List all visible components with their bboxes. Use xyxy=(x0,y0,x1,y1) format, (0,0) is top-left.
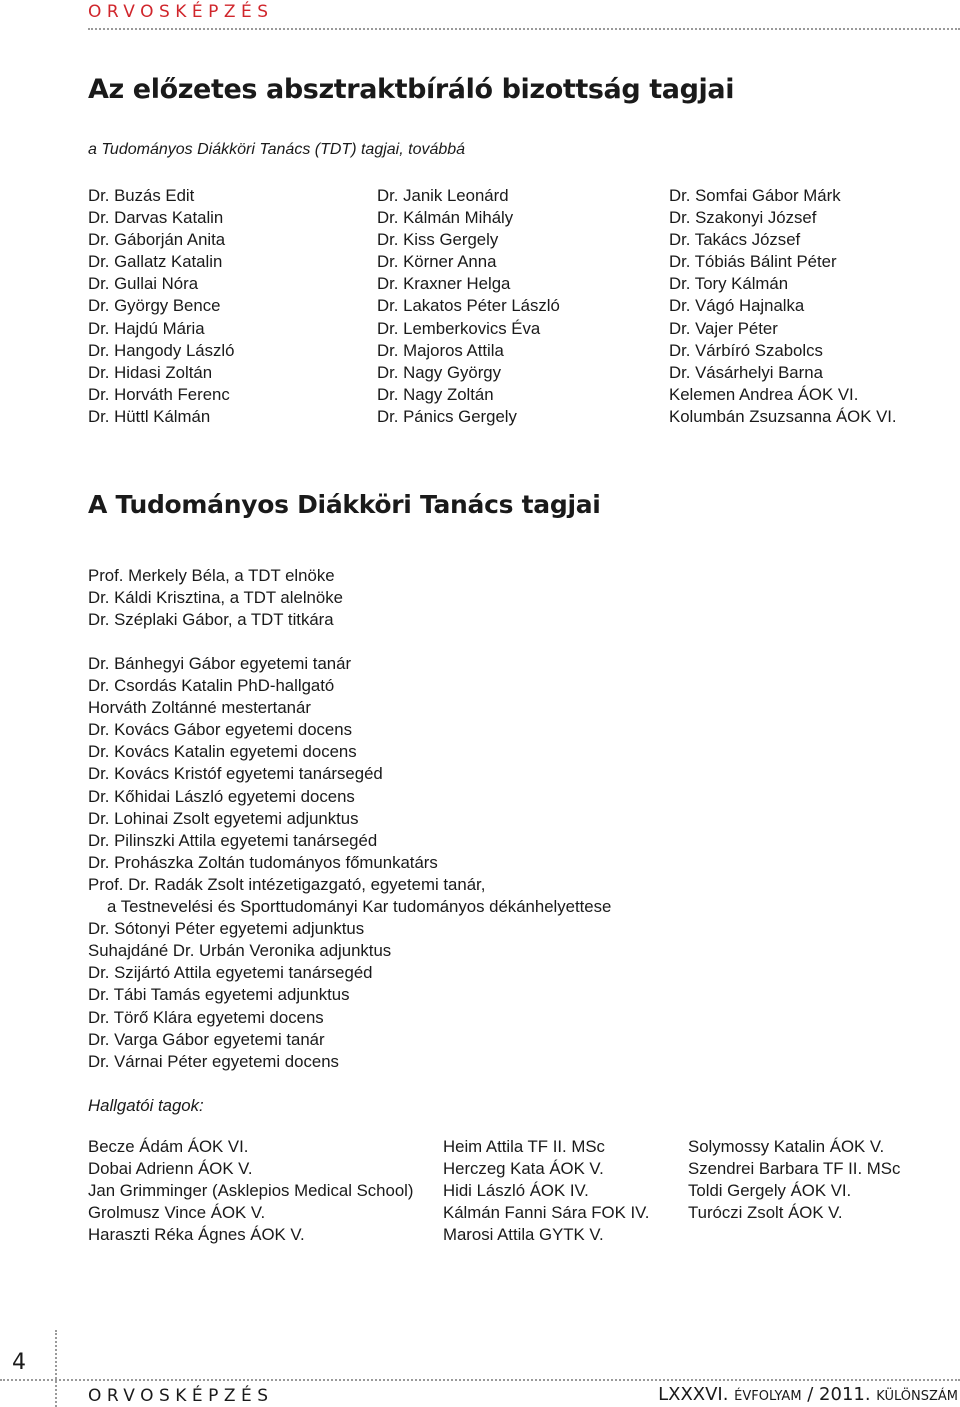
member-item: Dr. Kőhidai László egyetemi docens xyxy=(88,786,355,806)
student-item: Haraszti Réka Ágnes ÁOK V. xyxy=(88,1225,305,1245)
officer-item: Dr. Káldi Krisztina, a TDT alelnöke xyxy=(88,588,343,608)
committee-member: Dr. Janik Leonárd xyxy=(377,186,509,205)
member-item: Dr. Tábi Tamás egyetemi adjunktus xyxy=(88,985,350,1005)
member-item: Dr. Kovács Katalin egyetemi docens xyxy=(88,742,357,762)
header-divider xyxy=(88,28,960,30)
committee-column-2 xyxy=(377,185,560,428)
member-item: Dr. Bánhegyi Gábor egyetemi tanár xyxy=(88,654,352,673)
student-item: Szendrei Barbara TF II. MSc xyxy=(688,1159,901,1179)
member-item: Dr. Várnai Péter egyetemi docens xyxy=(88,1051,339,1071)
member-item: Dr. Törő Klára egyetemi docens xyxy=(88,1007,324,1027)
committee-member: Dr. Lemberkovics Éva xyxy=(377,318,541,338)
section-title-abstract-committee: Az előzetes absztraktbíráló bizottság tagjai xyxy=(88,74,735,105)
student-item: Hidi László ÁOK IV. xyxy=(443,1181,589,1201)
committee-member: Dr. Vágó Hajnalka xyxy=(669,296,805,316)
committee-member: Kolumbán Zsuzsanna ÁOK VI. xyxy=(669,406,897,426)
committee-member: Dr. Várbíró Szabolcs xyxy=(669,340,823,360)
member-item: Dr. Szijártó Attila egyetemi tanársegéd xyxy=(88,963,373,983)
committee-member: Dr. Horváth Ferenc xyxy=(88,384,230,404)
committee-member: Dr. Hangody László xyxy=(88,340,235,360)
committee-member: Dr. Majoros Attila xyxy=(377,340,504,360)
journal-header-brand: ORVOSKÉPZÉS xyxy=(88,2,274,22)
member-item: Dr. Sótonyi Péter egyetemi adjunktus xyxy=(88,919,365,939)
footer-vertical-divider xyxy=(55,1330,57,1407)
committee-member: Dr. Nagy Zoltán xyxy=(377,384,494,404)
committee-member: Kelemen Andrea ÁOK VI. xyxy=(669,384,859,404)
student-members-label: Hallgatói tagok: xyxy=(88,1096,204,1115)
student-item: Heim Attila TF II. MSc xyxy=(443,1137,605,1156)
member-item-continuation: a Testnevelési és Sporttudományi Kar tudományos dékánhelyettese xyxy=(107,897,612,917)
tdt-members-list xyxy=(88,653,611,1073)
committee-member: Dr. Vásárhelyi Barna xyxy=(669,362,823,382)
member-item: Suhajdáné Dr. Urbán Veronika adjunktus xyxy=(88,941,392,961)
committee-member: Dr. Kiss Gergely xyxy=(377,230,499,250)
section-subtitle: a Tudományos Diákköri Tanács (TDT) tagjai, továbbá xyxy=(88,141,466,158)
member-item: Dr. Kovács Gábor egyetemi docens xyxy=(88,720,352,740)
member-item: Horváth Zoltánné mestertanár xyxy=(88,698,311,718)
committee-member: Dr. Takács József xyxy=(669,230,801,250)
student-item: Grolmusz Vince ÁOK V. xyxy=(88,1203,266,1223)
committee-member: Dr. Tory Kálmán xyxy=(669,274,789,294)
issue-label: LXXXVI. évfolyam / 2011. különszám xyxy=(658,1384,958,1405)
journal-footer-brand: ORVOSKÉPZÉS xyxy=(88,1386,274,1406)
student-item: Toldi Gergely ÁOK VI. xyxy=(688,1181,852,1201)
student-item: Dobai Adrienn ÁOK V. xyxy=(88,1159,253,1179)
student-item: Herczeg Kata ÁOK V. xyxy=(443,1159,604,1179)
committee-member: Dr. Kraxner Helga xyxy=(377,274,511,294)
committee-member: Dr. Gallatz Katalin xyxy=(88,252,223,272)
officer-item: Prof. Merkely Béla, a TDT elnöke xyxy=(88,566,335,585)
committee-member: Dr. Lakatos Péter László xyxy=(377,296,560,316)
student-item: Jan Grimminger (Asklepios Medical School) xyxy=(88,1181,414,1201)
student-item: Becze Ádám ÁOK VI. xyxy=(88,1137,249,1156)
student-item: Turóczi Zsolt ÁOK V. xyxy=(688,1203,843,1223)
committee-member: Dr. Gullai Nóra xyxy=(88,274,199,294)
student-column-2 xyxy=(443,1136,649,1246)
committee-member: Dr. Nagy György xyxy=(377,362,502,382)
section-title-tdt-members: A Tudományos Diákköri Tanács tagjai xyxy=(88,490,601,519)
member-item: Dr. Lohinai Zsolt egyetemi adjunktus xyxy=(88,808,359,828)
page-number: 4 xyxy=(12,1350,26,1375)
committee-member: Dr. Tóbiás Bálint Péter xyxy=(669,252,837,272)
committee-member: Dr. Hüttl Kálmán xyxy=(88,406,211,426)
committee-member: Dr. Hidasi Zoltán xyxy=(88,362,213,382)
member-item: Dr. Varga Gábor egyetemi tanár xyxy=(88,1029,325,1049)
committee-member: Dr. Vajer Péter xyxy=(669,318,778,338)
committee-member: Dr. Gáborján Anita xyxy=(88,230,226,250)
footer-divider xyxy=(0,1379,960,1381)
member-item: Dr. Csordás Katalin PhD-hallgató xyxy=(88,676,335,696)
student-item: Kálmán Fanni Sára FOK IV. xyxy=(443,1203,650,1223)
tdt-officers-list xyxy=(88,565,343,631)
member-item: Prof. Dr. Radák Zsolt intézetigazgató, egyetemi tanár, xyxy=(88,874,486,894)
committee-member: Dr. Szakonyi József xyxy=(669,208,817,228)
member-item: Dr. Kovács Kristóf egyetemi tanársegéd xyxy=(88,764,383,784)
committee-member: Dr. Somfai Gábor Márk xyxy=(669,186,841,205)
committee-member: Dr. Kálmán Mihály xyxy=(377,208,514,228)
member-item: Dr. Pilinszki Attila egyetemi tanársegéd xyxy=(88,830,378,850)
member-item: Dr. Prohászka Zoltán tudományos főmunkatárs xyxy=(88,852,438,872)
committee-member: Dr. Pánics Gergely xyxy=(377,406,517,426)
committee-member: Dr. György Bence xyxy=(88,296,221,316)
student-item: Solymossy Katalin ÁOK V. xyxy=(688,1137,885,1156)
student-item: Marosi Attila GYTK V. xyxy=(443,1225,604,1245)
committee-column-3 xyxy=(669,185,897,428)
committee-member: Dr. Buzás Edit xyxy=(88,186,195,205)
student-column-1 xyxy=(88,1136,413,1246)
officer-item: Dr. Széplaki Gábor, a TDT titkára xyxy=(88,610,334,630)
committee-column-1 xyxy=(88,185,234,428)
committee-member: Dr. Hajdú Mária xyxy=(88,318,205,338)
committee-member: Dr. Darvas Katalin xyxy=(88,208,224,228)
committee-member: Dr. Körner Anna xyxy=(377,252,497,272)
student-column-3 xyxy=(688,1136,900,1224)
